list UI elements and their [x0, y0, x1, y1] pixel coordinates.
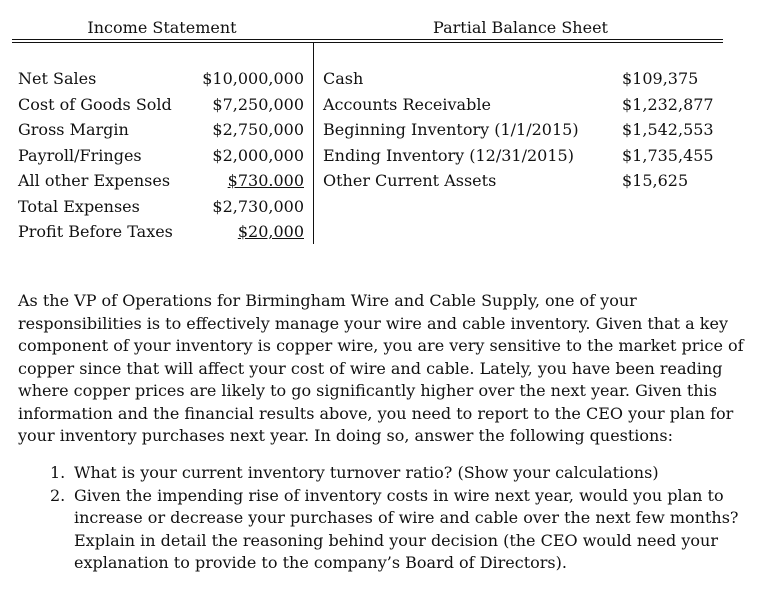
- income-statement-header: Income Statement: [87, 18, 237, 37]
- paragraph-line: your inventory purchases next year. In doing so, answer the following questions:: [18, 426, 673, 445]
- is-value-total-expenses: $2,730,000: [212, 196, 304, 216]
- bs-value-cash: $109,375: [622, 69, 699, 88]
- paragraph-line: information and the financial results above, you need to report to the CEO your plan for: [18, 403, 734, 423]
- question-line: increase or decrease your purchases of wire and cable over the next few months?: [74, 508, 739, 527]
- income-statement-values: [150, 66, 304, 245]
- column-divider: [313, 42, 314, 244]
- balance-sheet-values: [560, 66, 715, 194]
- question-line: Explain in detail the reasoning behind your decision (the CEO would need your: [74, 530, 719, 550]
- paragraph-line: responsibilities is to effectively manage your wire and cable inventory. Given that a key: [18, 313, 728, 333]
- is-label-other-expenses: All other Expenses: [18, 171, 171, 190]
- balance-sheet-header: Partial Balance Sheet: [433, 18, 608, 37]
- is-value-net-sales: $10,000,000: [202, 69, 304, 88]
- paragraph-line: copper since that will affect your cost of wire and cable. Lately, you have been reading: [18, 358, 723, 378]
- paragraph-line: As the VP of Operations for Birmingham Wire and Cable Supply, one of your: [18, 291, 637, 310]
- header-rule-bottom: [12, 42, 723, 43]
- bs-value-other-assets: $15,625: [622, 171, 689, 190]
- question-number: 2.: [50, 485, 66, 505]
- header-rule-top: [12, 39, 723, 40]
- bs-label-cash: Cash: [323, 69, 364, 88]
- question-item: [18, 462, 758, 485]
- bs-label-ar: Accounts Receivable: [323, 94, 491, 114]
- scenario-paragraph: [18, 290, 758, 448]
- bs-label-ending-inventory: Ending Inventory (12/31/2015): [323, 145, 574, 165]
- is-label-payroll: Payroll/Fringes: [18, 145, 142, 165]
- question-item: [18, 485, 758, 575]
- is-value-profit-text: $20,000: [237, 222, 304, 241]
- is-value-gross-margin: $2,750,000: [212, 120, 304, 139]
- question-line: explanation to provide to the company’s Board of Directors).: [74, 553, 567, 572]
- question-number: 1.: [50, 463, 66, 482]
- bs-label-beginning-inventory: Beginning Inventory (1/1/2015): [323, 120, 579, 139]
- paragraph-line: component of your inventory is copper wire, you are very sensitive to the market price of: [18, 336, 744, 355]
- bs-value-ar: $1,232,877: [622, 94, 714, 114]
- is-value-cogs: $7,250,000: [212, 94, 304, 114]
- is-value-other-expenses: [150, 168, 304, 194]
- is-value-profit: [150, 219, 304, 245]
- questions-list: [18, 462, 758, 575]
- is-label-cogs: Cost of Goods Sold: [18, 94, 172, 114]
- is-label-total-expenses: Total Expenses: [18, 196, 140, 216]
- question-line: What is your current inventory turnover ratio? (Show your calculations): [74, 463, 659, 482]
- question-line: Given the impending rise of inventory costs in wire next year, would you plan to: [74, 485, 724, 505]
- is-label-profit: Profit Before Taxes: [18, 222, 173, 241]
- is-value-payroll: $2,000,000: [212, 145, 304, 165]
- bs-value-beginning-inventory: $1,542,553: [622, 120, 714, 139]
- paragraph-line: where copper prices are likely to go significantly higher over the next year. Given this: [18, 381, 717, 400]
- is-label-net-sales: Net Sales: [18, 69, 97, 88]
- is-value-other-expenses-text: $730.000: [227, 171, 304, 190]
- bs-value-ending-inventory: $1,735,455: [622, 145, 714, 165]
- is-label-gross-margin: Gross Margin: [18, 120, 129, 139]
- bs-label-other-assets: Other Current Assets: [323, 171, 497, 190]
